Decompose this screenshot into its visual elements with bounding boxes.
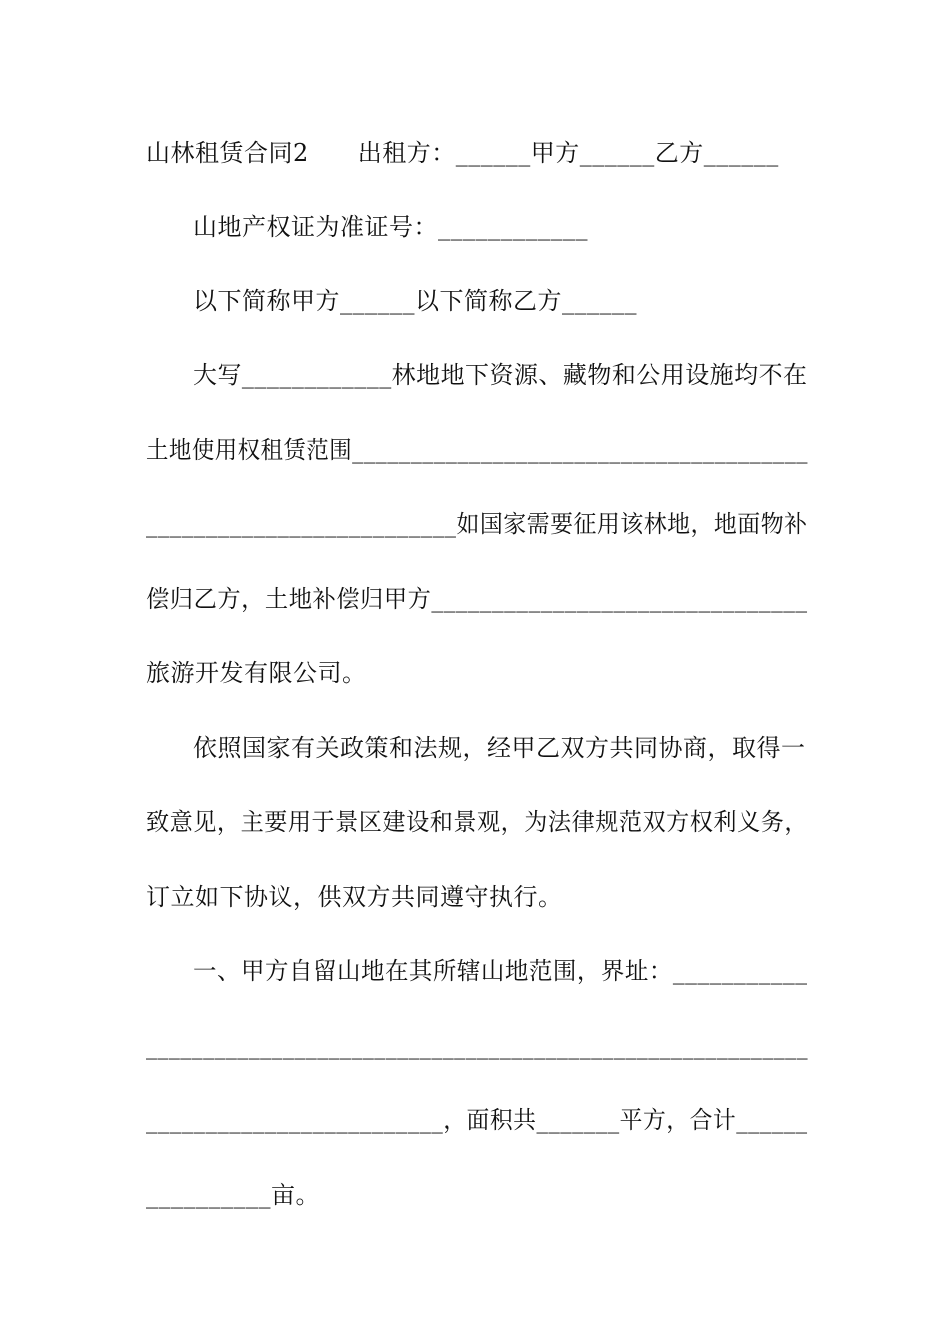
property-certificate-line: 山地产权证为准证号：____________ bbox=[193, 213, 588, 241]
paragraph-line: 依照国家有关政策和法规，经甲乙双方共同协商，取得一 bbox=[193, 734, 806, 762]
paragraph-line: 土地使用权租赁范围_______________________________________ bbox=[146, 436, 808, 464]
blank-underline-line: __________________________________________________________ bbox=[146, 1032, 808, 1060]
paragraph-line: 旅游开发有限公司。 bbox=[146, 659, 367, 687]
party-abbreviation-line: 以下简称甲方______以下简称乙方______ bbox=[193, 287, 637, 315]
paragraph-line: 大写____________林地地下资源、藏物和公用设施均不在 bbox=[193, 361, 808, 389]
area-unit-line: __________亩。 bbox=[146, 1181, 320, 1209]
paragraph-line: 致意见，主要用于景区建设和景观，为法律规范双方权利义务， bbox=[146, 808, 808, 836]
paragraph-line: 偿归乙方，土地补偿归甲方_______________________________ bbox=[146, 585, 808, 613]
area-line: _________________________，面积共_______平方，合计______ bbox=[146, 1106, 808, 1134]
contract-title-line: 山林租赁合同2 出租方：______甲方______乙方______ bbox=[146, 139, 779, 167]
paragraph-line: __________________________如国家需要征用该林地，地面物补 bbox=[146, 510, 808, 538]
paragraph-line: 订立如下协议，供双方共同遵守执行。 bbox=[146, 883, 563, 911]
clause-one-line: 一、甲方自留山地在其所辖山地范围，界址：___________ bbox=[193, 957, 808, 985]
